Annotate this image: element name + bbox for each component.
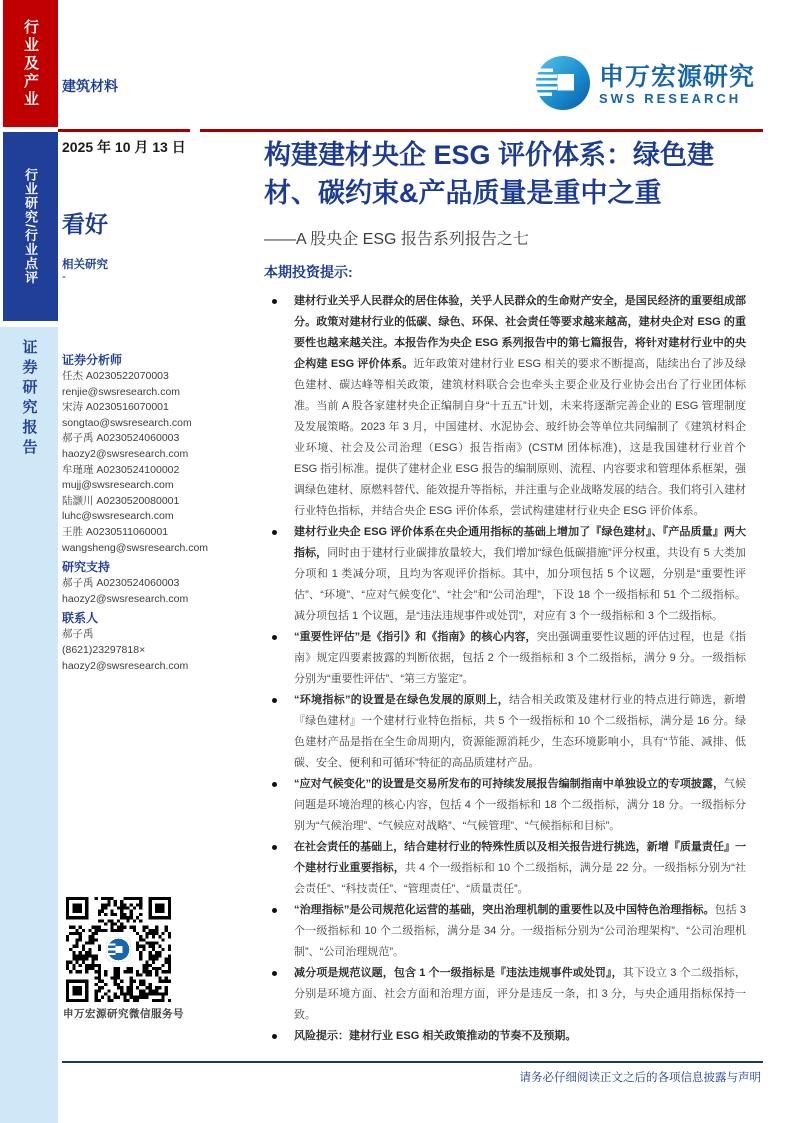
highlight-item: “治理指标”是公司规范化运营的基础，突出治理机制的重要性以及中国特色治理指标。包括 3 个一级指标和 10 个二级指标，满分是 34 分。一级指标分别为“公司治理架构”、“公司治理机制”、“公司治理规范”。 [264, 900, 746, 963]
support-email: haozy2@swsresearch.com [62, 592, 189, 605]
investment-highlights-heading: 本期投资提示: [264, 264, 353, 280]
analyst-email: mujj@swsresearch.com [62, 479, 174, 492]
analyst-name-id: 牟瑾瑾 A0230524100002 [62, 463, 180, 476]
highlight-item: 在社会责任的基础上，结合建材行业的特殊性质以及相关报告进行挑选，新增『质量责任』一个建材行业重要指标，共 4 个一级指标和 10 个二级指标，满分是 22 分。一级指标分别为“社会责任”、“科技责任”、“管理责任”、“质量责任”。 [264, 837, 746, 900]
highlight-item: 建材行业央企 ESG 评价体系在央企通用指标的基础上增加了『绿色建材』、『产品质量』两大指标，同时由于建材行业碳排放量较大，我们增加“绿色低碳措施”评分权重，共设有 5 大类加分项和 1 类减分项，且均为客观评价指标。其中，加分项包括 5 个议题，分别是“重要性评估”、“环境”、“应对气候变化”、“社会”和“公司治理”，下设 18 个一级指标和 51 个二级指标。减分项包括 1 个议题，是“违法违规事件或处罚”，对应有 3 个一级指标和 3 个二级指标。 [264, 522, 746, 627]
footer-divider [62, 1061, 763, 1063]
header-red-rule-right [200, 129, 763, 132]
report-date: 2025 年 10 月 13 日 [62, 139, 186, 155]
analyst-name-id: 郝子禹 A0230524060003 [62, 432, 180, 445]
sidebar-tab-industry-label: 行业及产业 [22, 18, 39, 109]
sws-research-logo [536, 56, 755, 115]
sws-logo-english: SWS RESEARCH [599, 91, 742, 106]
support-name-id: 郝子禹 A0230524060003 [62, 577, 180, 590]
analyst-email: renjie@swsresearch.com [62, 385, 181, 398]
highlight-item: “重要性评估”是《指引》和《指南》的核心内容，突出强调重要性议题的评估过程，也是《指南》规定四要素披露的判断依据，包括 2 个一级指标和 3 个二级指标，满分 9 分。一级指标分别为“重要性评估”、“第三方鉴定”。 [264, 627, 746, 690]
report-subtitle: ——A 股央企 ESG 报告系列报告之七 [264, 231, 529, 248]
analyst-email: luhc@swsresearch.com [62, 510, 174, 523]
analyst-email: wangsheng@swsresearch.com [62, 541, 209, 554]
analyst-email: songtao@swsresearch.com [62, 416, 192, 429]
contact-phone: (8621)23297818× [62, 643, 146, 656]
wechat-qr-code [66, 897, 171, 1002]
sws-logo-wordmark [599, 64, 755, 107]
contact-section-heading: 联系人 [62, 611, 99, 626]
sws-logo-chinese: 申万宏源研究 [599, 63, 756, 91]
industry-rating: 看好 [62, 211, 108, 237]
analyst-name-id: 宋涛 A0230516070001 [62, 401, 169, 414]
qr-center-logo [104, 935, 133, 964]
analyst-email: haozy2@swsresearch.com [62, 447, 189, 460]
analyst-section-heading: 证券分析师 [62, 353, 123, 367]
analyst-name-id: 王胜 A0230511060001 [62, 525, 169, 538]
highlight-item: 建材行业关乎人民群众的居住体验，关乎人民群众的生命财产安全，是国民经济的重要组成部分。政策对建材行业的低碳、绿色、环保、社会责任等要求越来越高，建材央企对 ESG 的重要性也越来越关注。本报告作为央企 ESG 系列报告中的第七篇报告，将针对建材行业中的央企构建 ESG 评价体系。近年政策对建材行业 ESG 相关的要求不断提高，陆续出台了涉及绿色建材、碳达峰等相关政策，建筑材料联合会也牵头主要企业及行业协会出台了行业团体标准。当前 A 股各家建材央企正编制自身“十五五”计划，未来将逐渐完善企业的 ESG 管理制度及发展策略。2023 年 3 月，中国建材、水泥协会、玻纤协会等单位共同编制了《建筑材料企业环境、社会及公司治理（ESG）报告指南》(CSTM 团体标准)，这是我国建材行业首个 ESG 指引标准。提供了建材企业 ESG 报告的编制原则、流程、内容要求和管理体系框架，强调绿色建材、原燃料替代、能效提升等指标，并注重与企业战略发展的结合。我们将引入建材行业特色指标，并结合央企 ESG 评价体系，尝试构建建材行业央企 ESG 评价体系。 [264, 291, 746, 522]
highlight-item-risk: 风险提示：建材行业 ESG 相关政策推动的节奏不及预期。 [264, 1026, 746, 1047]
analyst-name-id: 任杰 A0230522070003 [62, 370, 169, 382]
related-research-heading: 相关研究 [62, 259, 108, 271]
support-section-heading: 研究支持 [62, 560, 111, 575]
sws-globe-icon [536, 56, 590, 115]
qr-caption: 申万宏源研究微信服务号 [63, 1008, 184, 1020]
analyst-panel [62, 349, 262, 674]
highlight-item: 减分项是规范议题，包含 1 个一级指标是『违法违规事件或处罚』，其下设立 3 个二级指标，分别是环境方面、社会方面和治理方面，评分是违反一条，扣 3 分，与央企通用指标保持一致。 [264, 963, 746, 1026]
sidebar-tab-research-type [3, 132, 58, 321]
industry-category-label: 建筑材料 [62, 78, 118, 94]
related-research-value: - [62, 271, 66, 283]
sidebar-tab-report-type [0, 327, 58, 1123]
highlight-item: “应对气候变化”的设置是交易所发布的可持续发展报告编制指南中单独设立的专项披露，气候问题是环境治理的核心内容，包括 4 个一级指标和 18 个二级指标，满分 18 分。一级指标分别为“气候治理”、“气候应对战略”、“气候管理”、“气候指标和目标”。 [264, 774, 746, 837]
report-title: 构建建材央企 ESG 评价体系：绿色建材、碳约束&产品质量是重中之重 [264, 140, 715, 208]
highlight-item: “环境指标”的设置是在绿色发展的原则上，结合相关政策及建材行业的特点进行筛选，新增『绿色建材』一个建材行业特色指标，共 5 个一级指标和 10 个二级指标，满分是 16 分。绿色建材产品是指在全生命周期内，资源能源消耗少，生态环境影响小，具有“节能、减排、低碳、安全、便利和可循环”特征的高品质建材产品。 [264, 690, 746, 774]
sidebar-tab-report-type-label: 证券研究报告 [20, 339, 38, 459]
analyst-name-id: 陆灏川 A0230520080001 [62, 494, 180, 507]
footer-disclaimer: 请务必仔细阅读正文之后的各项信息披露与声明 [519, 1072, 761, 1084]
investment-highlights-list [264, 291, 746, 1047]
contact-name: 郝子禹 [62, 628, 94, 641]
contact-email: haozy2@swsresearch.com [62, 659, 189, 672]
header-red-rule-left [58, 129, 190, 132]
sidebar-tab-industry [3, 0, 58, 127]
sidebar-tab-research-type-label: 行业研究/行业点评 [23, 168, 38, 285]
